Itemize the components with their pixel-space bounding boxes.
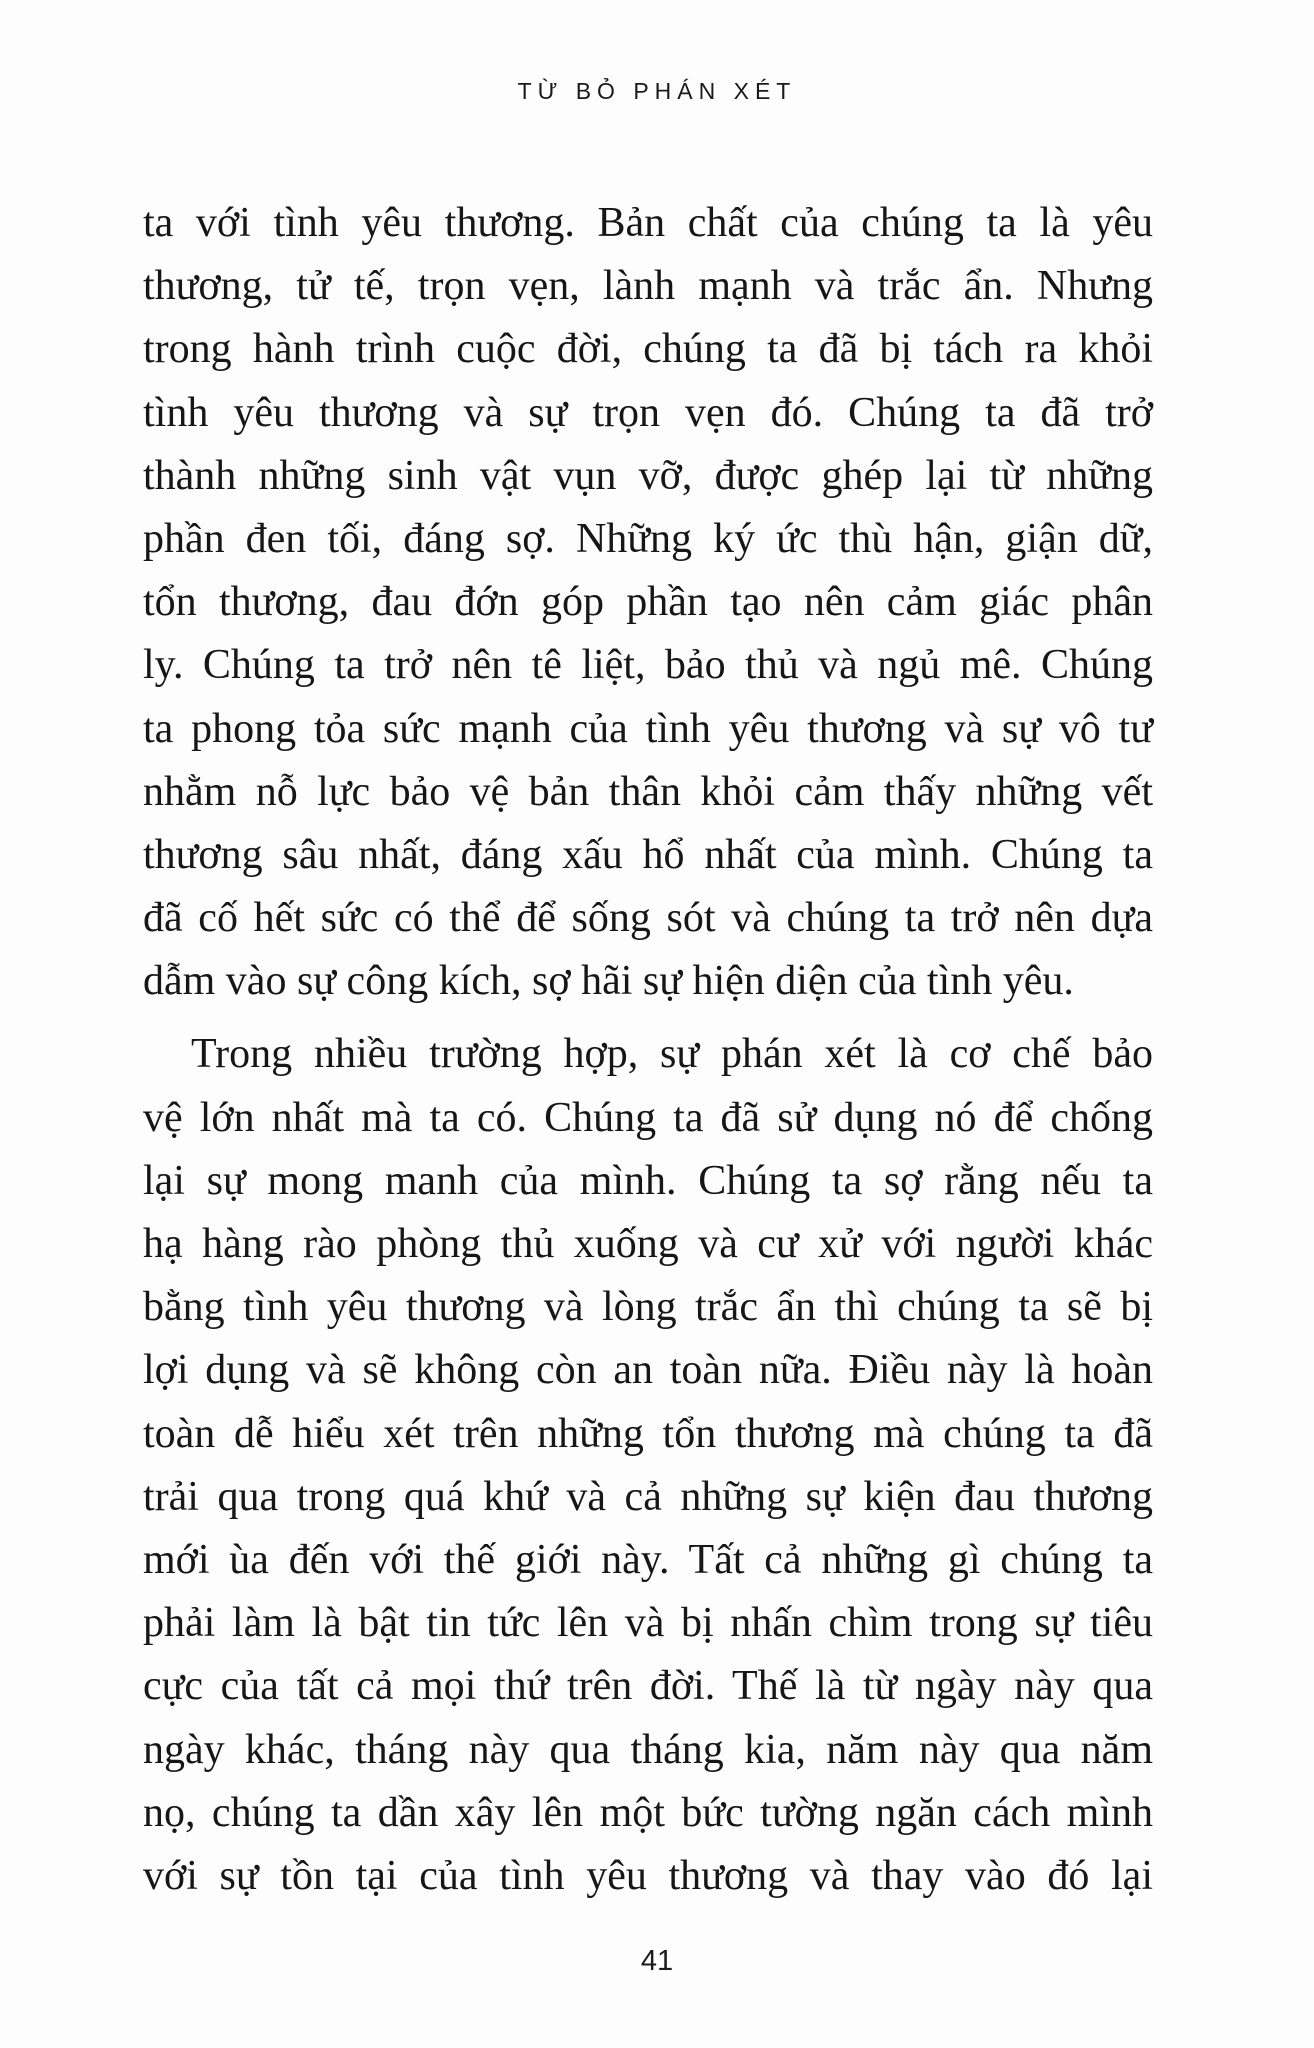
text-line: vệ lớn nhất mà ta có. Chúng ta đã sử dụng nó để chống	[143, 1094, 1153, 1141]
text-line: ly. Chúng ta trở nên tê liệt, bảo thủ và ngủ mê. Chúng	[143, 642, 1153, 689]
text-line: cực của tất cả mọi thứ trên đời. Thế là từ ngày này qua	[143, 1663, 1153, 1710]
text-line: ta phong tỏa sức mạnh của tình yêu thương và sự vô tư	[143, 705, 1153, 752]
text-line: lợi dụng và sẽ không còn an toàn nữa. Điều này là hoàn	[143, 1347, 1153, 1394]
text-line: ngày khác, tháng này qua tháng kia, năm này qua năm	[143, 1726, 1153, 1773]
text-line: dẫm vào sự công kích, sợ hãi sự hiện diện của tình yêu.	[143, 958, 1074, 1005]
text-line: nhằm nỗ lực bảo vệ bản thân khỏi cảm thấy những vết	[143, 768, 1153, 815]
text-line: thương sâu nhất, đáng xấu hổ nhất của mình. Chúng ta	[143, 831, 1153, 878]
text-line: thành những sinh vật vụn vỡ, được ghép lại từ những	[143, 452, 1153, 499]
paragraph-gap	[143, 1013, 1153, 1023]
running-header: TỪ BỎ PHÁN XÉT	[517, 78, 797, 104]
text-line: tổn thương, đau đớn góp phần tạo nên cảm giác phân	[143, 579, 1153, 626]
text-line: phần đen tối, đáng sợ. Những ký ức thù hận, giận dữ,	[143, 515, 1153, 562]
text-line: ta với tình yêu thương. Bản chất của chúng ta là yêu	[143, 200, 1153, 246]
paragraph-1	[143, 192, 1153, 1013]
text-line: trải qua trong quá khứ và cả những sự kiện đau thương	[143, 1473, 1153, 1520]
text-line: nọ, chúng ta dần xây lên một bức tường ngăn cách mình	[143, 1789, 1153, 1836]
text-line: bằng tình yêu thương và lòng trắc ẩn thì chúng ta sẽ bị	[143, 1284, 1153, 1331]
text-line: Trong nhiều trường hợp, sự phán xét là cơ chế bảo	[191, 1031, 1153, 1078]
text-line: hạ hàng rào phòng thủ xuống và cư xử với người khác	[143, 1221, 1153, 1267]
paragraph-2	[143, 1023, 1153, 1908]
text-line: tình yêu thương và sự trọn vẹn đó. Chúng ta đã trở	[143, 389, 1153, 436]
text-line: phải làm là bật tin tức lên và bị nhấn chìm trong sự tiêu	[143, 1600, 1153, 1647]
text-line: lại sự mong manh của mình. Chúng ta sợ rằng nếu ta	[143, 1157, 1153, 1204]
text-line: thương, tử tế, trọn vẹn, lành mạnh và trắc ẩn. Nhưng	[143, 263, 1153, 310]
text-line: với sự tồn tại của tình yêu thương và thay vào đó lại	[143, 1852, 1153, 1899]
text-line: trong hành trình cuộc đời, chúng ta đã bị tách ra khỏi	[143, 326, 1153, 373]
text-line: mới ùa đến với thế giới này. Tất cả những gì chúng ta	[143, 1536, 1153, 1583]
text-line: toàn dễ hiểu xét trên những tổn thương mà chúng ta đã	[143, 1410, 1153, 1457]
page-number: 41	[640, 1945, 674, 1977]
text-line: đã cố hết sức có thể để sống sót và chúng ta trở nên dựa	[143, 895, 1153, 942]
body-text	[143, 192, 1153, 1908]
